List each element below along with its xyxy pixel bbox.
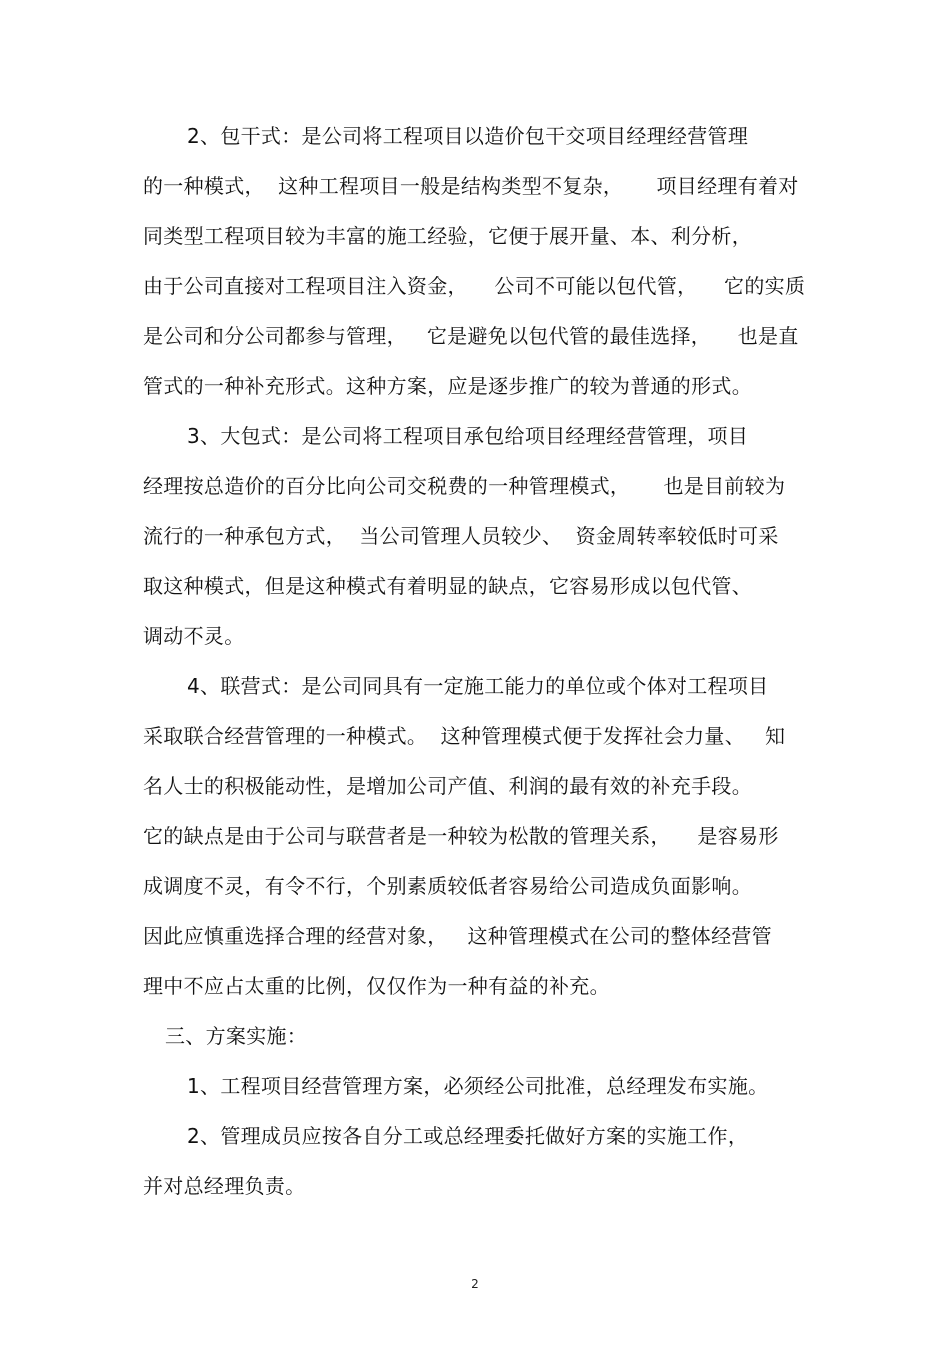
paragraph-line: 由于公司直接对工程项目注入资金， 公司不可能以包代管， 它的实质 <box>143 274 806 298</box>
paragraph-line: 3、大包式：是公司将工程项目承包给项目经理经营管理，项目 <box>187 424 749 448</box>
paragraph-line: 名人士的积极能动性，是增加公司产值、利润的最有效的补充手段。 <box>143 774 752 798</box>
paragraph-line: 取这种模式，但是这种模式有着明显的缺点，它容易形成以包代管、 <box>143 574 752 598</box>
paragraph-line: 经理按总造价的百分比向公司交税费的一种管理模式， 也是目前较为 <box>143 474 786 498</box>
paragraph-line: 同类型工程项目较为丰富的施工经验，它便于展开量、本、利分析， <box>143 224 752 248</box>
paragraph-line: 2、管理成员应按各自分工或总经理委托做好方案的实施工作， <box>187 1124 749 1148</box>
paragraph-line: 4、联营式：是公司同具有一定施工能力的单位或个体对工程项目 <box>187 674 769 698</box>
paragraph-line: 它的缺点是由于公司与联营者是一种较为松散的管理关系， 是容易形 <box>143 824 779 848</box>
paragraph-line: 调动不灵。 <box>143 624 245 648</box>
page-number: 2 <box>471 1277 479 1291</box>
paragraph-line: 并对总经理负责。 <box>143 1174 306 1198</box>
paragraph-line: 是公司和分公司都参与管理， 它是避免以包代管的最佳选择， 也是直 <box>143 324 799 348</box>
paragraph-line: 的一种模式， 这种工程项目一般是结构类型不复杂， 项目经理有着对 <box>143 174 799 198</box>
section-heading: 三、方案实施： <box>165 1024 308 1048</box>
paragraph-line: 理中不应占太重的比例，仅仅作为一种有益的补充。 <box>143 974 610 998</box>
paragraph-line: 管式的一种补充形式。这种方案，应是逐步推广的较为普通的形式。 <box>143 374 752 398</box>
paragraph-line: 1、工程项目经营管理方案，必须经公司批准，总经理发布实施。 <box>187 1074 769 1098</box>
paragraph-line: 2、包干式：是公司将工程项目以造价包干交项目经理经营管理 <box>187 124 749 148</box>
paragraph-line: 流行的一种承包方式， 当公司管理人员较少、 资金周转率较低时可采 <box>143 524 779 548</box>
paragraph-line: 采取联合经营管理的一种模式。 这种管理模式便于发挥社会力量、 知 <box>143 724 786 748</box>
paragraph-line: 成调度不灵，有令不行，个别素质较低者容易给公司造成负面影响。 <box>143 874 752 898</box>
paragraph-line: 因此应慎重选择合理的经营对象， 这种管理模式在公司的整体经营管 <box>143 924 772 948</box>
